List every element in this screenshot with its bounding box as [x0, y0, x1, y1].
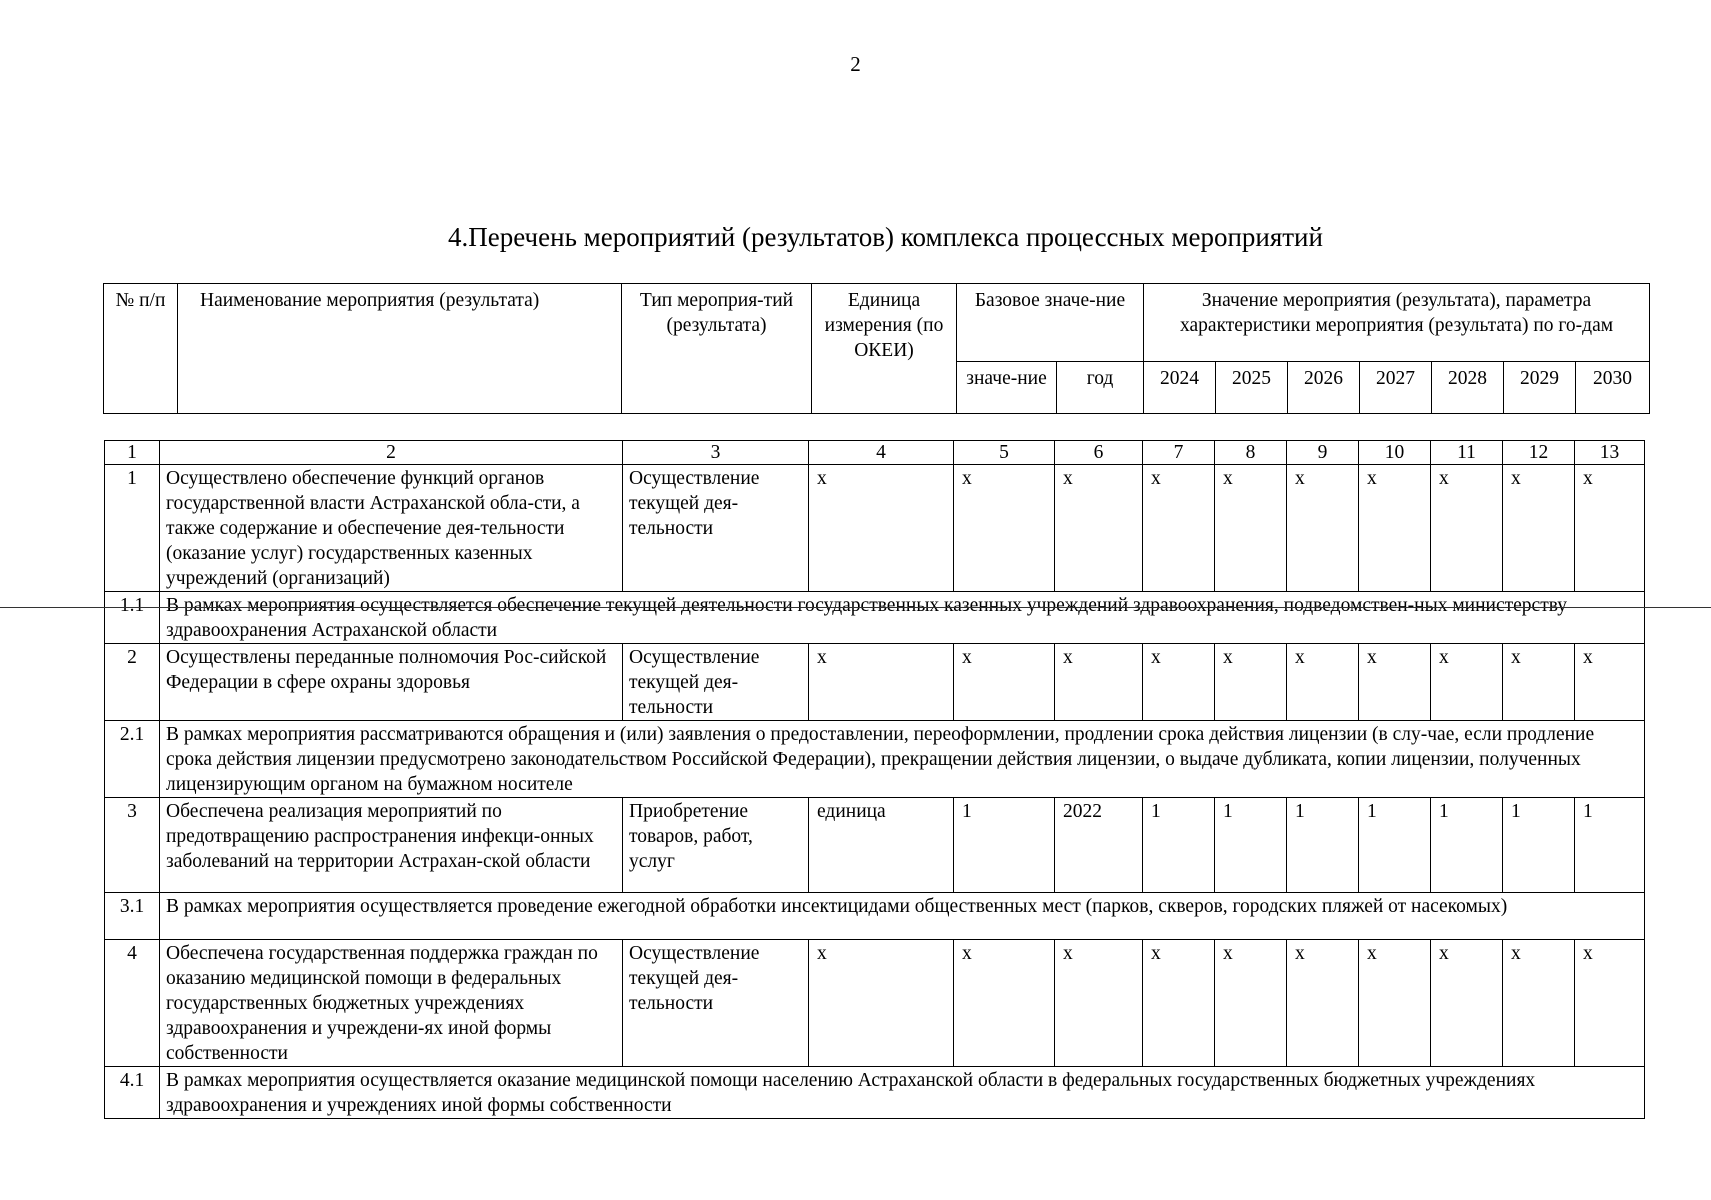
header-base-value: значе-ние	[957, 362, 1057, 414]
year-value-cell: 1	[1431, 798, 1503, 893]
year-value-cell: х	[1431, 644, 1503, 721]
base-year-cell: х	[1055, 465, 1143, 592]
row-number: 1	[105, 465, 160, 592]
description-row	[105, 893, 1645, 940]
base-value-cell: 1	[954, 798, 1055, 893]
header-year-6: 2029	[1504, 362, 1576, 414]
year-value-cell: х	[1287, 940, 1359, 1067]
year-value-cell: 1	[1575, 798, 1645, 893]
description-row	[105, 721, 1645, 798]
year-value-cell: 1	[1359, 798, 1431, 893]
year-value-cell: х	[1575, 644, 1645, 721]
document-title: 4.Перечень мероприятий (результатов) комплекса процессных мероприятий	[448, 222, 1323, 252]
year-value-cell: х	[1359, 465, 1431, 592]
year-value-cell: х	[1143, 940, 1215, 1067]
header-name: Наименование мероприятия (результата)	[178, 284, 622, 414]
header-type: Тип мероприя-тий (результата)	[622, 284, 812, 414]
column-number-cell: 11	[1431, 441, 1503, 465]
activity-type: Осуществление текущей дея-тельности	[623, 940, 809, 1067]
column-number-cell: 4	[809, 441, 954, 465]
header-year-1: 2024	[1144, 362, 1216, 414]
base-year-cell: х	[1055, 644, 1143, 721]
column-number-row	[105, 441, 1645, 465]
row-description: В рамках мероприятия рассматриваются обращения и (или) заявления о предоставлении, переоформлении, продлении срока действия лицензии (в слу-чае, если продление срока действия лицензии предусмотрено законодательством Российской Федерации), прекращении действия лицензии, о выдаче дубликата, копии лицензии, полученных лицензирующим органом на бумажном носителе	[160, 721, 1645, 798]
year-value-cell: х	[1575, 940, 1645, 1067]
year-value-cell: х	[1431, 465, 1503, 592]
base-year-cell: х	[1055, 940, 1143, 1067]
year-value-cell: х	[1431, 940, 1503, 1067]
header-base-year: год	[1057, 362, 1144, 414]
row-description: В рамках мероприятия осуществляется проведение ежегодной обработки инсектицидами общественных мест (парков, скверов, городских пляжей от насекомых)	[160, 893, 1645, 940]
year-value-cell: 1	[1215, 798, 1287, 893]
activity-name: Осуществлены переданные полномочия Рос-сийской Федерации в сфере охраны здоровья	[160, 644, 623, 721]
column-number-cell: 10	[1359, 441, 1431, 465]
year-value-cell: 1	[1287, 798, 1359, 893]
activity-type: Осуществление текущей дея-тельности	[623, 465, 809, 592]
activity-name: Обеспечена реализация мероприятий по предотвращению распространения инфекци-онных заболеваний на территории Астрахан-ской области	[160, 798, 623, 893]
header-unit: Единица измерения (по ОКЕИ)	[812, 284, 957, 414]
activity-row	[105, 644, 1645, 721]
unit-cell: х	[809, 940, 954, 1067]
year-value-cell: 1	[1143, 798, 1215, 893]
activity-type: Осуществление текущей дея-тельности	[623, 644, 809, 721]
year-value-cell: х	[1287, 465, 1359, 592]
column-number-cell: 12	[1503, 441, 1575, 465]
page-number: 2	[850, 52, 861, 76]
activity-row	[105, 798, 1645, 893]
base-value-cell: х	[954, 644, 1055, 721]
year-value-cell: х	[1287, 644, 1359, 721]
year-value-cell: х	[1143, 465, 1215, 592]
year-value-cell: х	[1215, 644, 1287, 721]
year-value-cell: х	[1575, 465, 1645, 592]
year-value-cell: х	[1215, 465, 1287, 592]
header-year-4: 2027	[1360, 362, 1432, 414]
activities-table	[104, 440, 1645, 1119]
activity-row	[105, 940, 1645, 1067]
description-row	[105, 592, 1645, 644]
unit-cell: х	[809, 644, 954, 721]
activity-type: Приобретение товаров, работ, услуг	[623, 798, 809, 893]
year-value-cell: х	[1503, 940, 1575, 1067]
row-description: В рамках мероприятия осуществляется оказание медицинской помощи населению Астраханской области в федеральных государственных бюджетных учреждениях здравоохранения и учреждениях иной формы собственности	[160, 1067, 1645, 1119]
year-value-cell: х	[1359, 940, 1431, 1067]
year-value-cell: х	[1503, 644, 1575, 721]
column-number-cell: 5	[954, 441, 1055, 465]
column-number-cell: 13	[1575, 441, 1645, 465]
base-year-cell: 2022	[1055, 798, 1143, 893]
header-year-5: 2028	[1432, 362, 1504, 414]
scan-artifact-line	[0, 607, 1711, 608]
column-number-cell: 8	[1215, 441, 1287, 465]
base-value-cell: х	[954, 940, 1055, 1067]
header-table	[103, 283, 1650, 414]
header-num: № п/п	[104, 284, 178, 414]
row-number: 3.1	[105, 893, 160, 940]
row-number: 2.1	[105, 721, 160, 798]
year-value-cell: х	[1359, 644, 1431, 721]
row-number: 4	[105, 940, 160, 1067]
column-number-cell: 3	[623, 441, 809, 465]
header-year-3: 2026	[1288, 362, 1360, 414]
year-value-cell: х	[1215, 940, 1287, 1067]
base-value-cell: х	[954, 465, 1055, 592]
header-values: Значение мероприятия (результата), параметра характеристики мероприятия (результата) по го-дам	[1144, 284, 1650, 362]
column-number-cell: 1	[105, 441, 160, 465]
activity-name: Осуществлено обеспечение функций органов государственной власти Астраханской обла-сти, а также содержание и обеспечение дея-тельности (оказание услуг) государственных казенных учреждений (организаций)	[160, 465, 623, 592]
column-number-cell: 9	[1287, 441, 1359, 465]
unit-cell: х	[809, 465, 954, 592]
column-number-cell: 7	[1143, 441, 1215, 465]
description-row	[105, 1067, 1645, 1119]
row-number: 2	[105, 644, 160, 721]
year-value-cell: х	[1143, 644, 1215, 721]
row-number: 4.1	[105, 1067, 160, 1119]
year-value-cell: х	[1503, 465, 1575, 592]
row-number: 1.1	[105, 592, 160, 644]
header-base: Базовое значе-ние	[957, 284, 1144, 362]
row-description: В рамках мероприятия осуществляется обеспечение текущей деятельности государственных казенных учреждений здравоохранения, подведомствен-ных министерству здравоохранения Астраханской области	[160, 592, 1645, 644]
year-value-cell: 1	[1503, 798, 1575, 893]
row-number: 3	[105, 798, 160, 893]
header-year-7: 2030	[1576, 362, 1650, 414]
unit-cell: единица	[809, 798, 954, 893]
header-year-2: 2025	[1216, 362, 1288, 414]
column-number-cell: 2	[160, 441, 623, 465]
activity-row	[105, 465, 1645, 592]
activity-name: Обеспечена государственная поддержка граждан по оказанию медицинской помощи в федеральных государственных бюджетных учреждениях здравоохранения и учреждени-ях иной формы собственности	[160, 940, 623, 1067]
column-number-cell: 6	[1055, 441, 1143, 465]
